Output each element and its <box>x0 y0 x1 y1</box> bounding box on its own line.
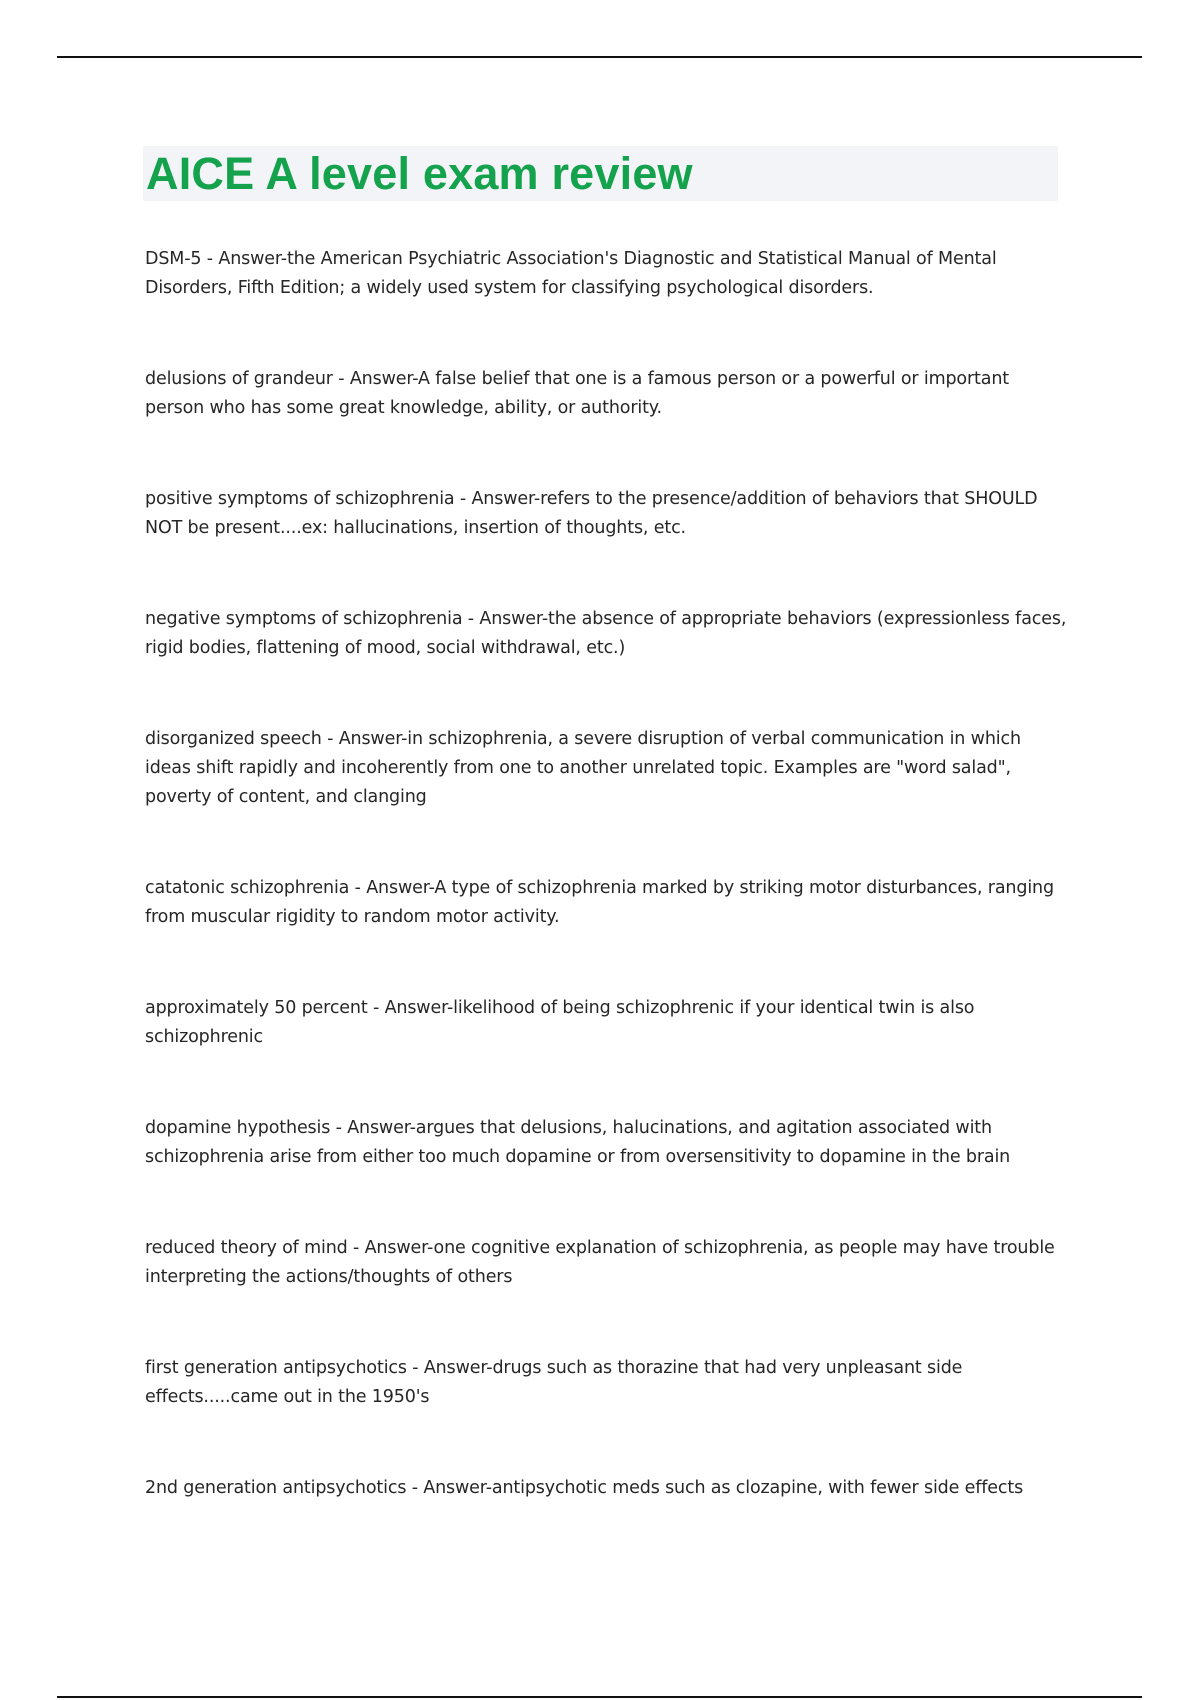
flashcard-entry: reduced theory of mind - Answer-one cognitive explanation of schizophrenia, as people may have trouble interpreting the actions/thoughts of others <box>145 1238 1055 1287</box>
flashcard-entry: dopamine hypothesis - Answer-argues that delusions, halucinations, and agitation associated with schizophrenia arise from either too much dopamine or from oversensitivity to dopamine in the brain <box>145 1118 1011 1167</box>
flashcard-entry: catatonic schizophrenia - Answer-A type of schizophrenia marked by striking motor disturbances, ranging from muscular rigidity to random motor activity. <box>145 878 1054 927</box>
document-title: AICE A level exam review <box>146 148 693 199</box>
flashcard-entry: approximately 50 percent - Answer-likelihood of being schizophrenic if your identical twin is also schizophrenic <box>145 998 975 1047</box>
flashcard-entry: delusions of grandeur - Answer-A false belief that one is a famous person or a powerful or important person who has some great knowledge, ability, or authority. <box>145 369 1009 418</box>
flashcard-entry: positive symptoms of schizophrenia - Answer-refers to the presence/addition of behaviors that SHOULD NOT be present....ex: hallucinations, insertion of thoughts, etc. <box>145 489 1038 538</box>
bottom-rule <box>57 1696 1142 1698</box>
flashcard-entry: disorganized speech - Answer-in schizophrenia, a severe disruption of verbal communication in which ideas shift rapidly and incoherently from one to another unrelated topic. Examples are "word salad", poverty of content, and clanging <box>145 729 1021 807</box>
top-rule <box>57 56 1142 58</box>
flashcard-entry: negative symptoms of schizophrenia - Answer-the absence of appropriate behaviors (expressionless faces, rigid bodies, flattening of mood, social withdrawal, etc.) <box>145 609 1067 658</box>
flashcard-entry: DSM-5 - Answer-the American Psychiatric Association's Diagnostic and Statistical Manual of Mental Disorders, Fifth Edition; a widely used system for classifying psychological disorders. <box>145 249 997 298</box>
flashcard-entry: 2nd generation antipsychotics - Answer-antipsychotic meds such as clozapine, with fewer side effects <box>145 1478 1024 1498</box>
flashcard-entry: first generation antipsychotics - Answer-drugs such as thorazine that had very unpleasant side effects.....came out in the 1950's <box>145 1358 963 1407</box>
